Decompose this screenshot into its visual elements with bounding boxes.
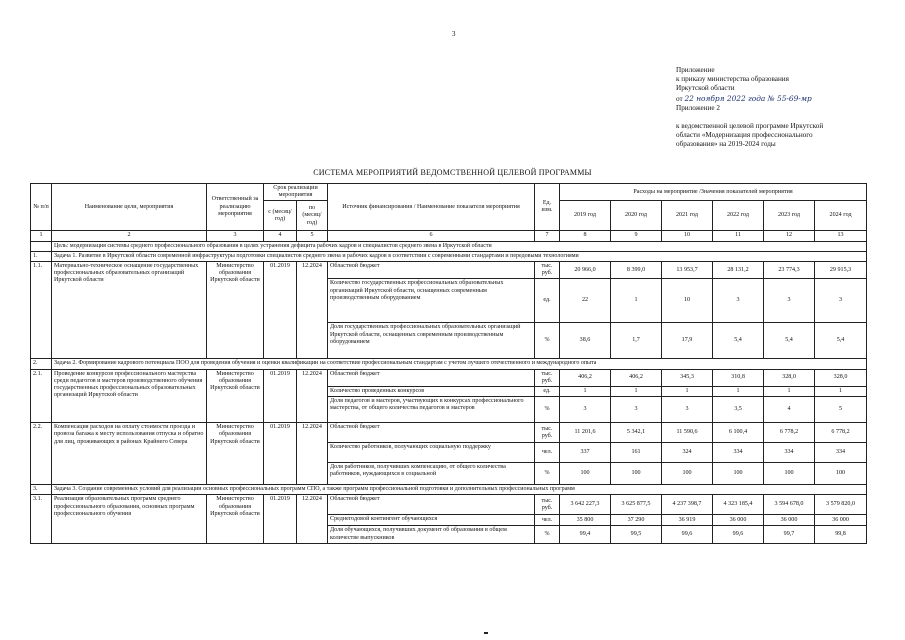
value-cell: 17,9 (662, 323, 713, 359)
value-cell: 8 399,0 (611, 262, 662, 279)
header-responsible: Ответственный за реализацию мероприятия (207, 184, 264, 231)
value-cell: 1 (560, 387, 611, 397)
task-number: 1. (31, 251, 52, 261)
indicator-unit: чел. (535, 515, 560, 526)
activity-from: 01.2019 (264, 369, 297, 423)
approval-date-prefix: от (676, 94, 683, 103)
value-cell: 3 625 877,5 (611, 495, 662, 515)
scan-mark (484, 632, 488, 634)
approval-line: Приложение (676, 66, 715, 74)
value-cell: 36 000 (713, 515, 764, 526)
indicator-label: Среднегодовой контингент обучающихся (328, 515, 535, 526)
activity-number: 2.1. (31, 369, 52, 423)
activity-number: 1.1. (31, 262, 52, 359)
value-cell: 28 131,2 (713, 262, 764, 279)
activity-from: 01.2019 (264, 262, 297, 359)
column-number: 10 (662, 231, 713, 241)
indicator-label: Доля государственных профессиональных образовательных организаций Иркутской области, оснащенных современным производственным оборудованием (328, 323, 535, 359)
value-cell: 23 774,3 (764, 262, 815, 279)
activity-name: Проведение конкурсов профессионального мастерства среди педагогов и мастеров производственного обучения государственных профессиональных образовательных организаций Иркутской области (52, 369, 207, 423)
value-cell: 1 (815, 387, 867, 397)
activity-row (31, 369, 867, 386)
value-cell: 3 (611, 397, 662, 423)
approval-block (676, 66, 886, 150)
indicator-label: Областной бюджет (328, 262, 535, 279)
indicator-unit: тыс. руб. (535, 262, 560, 279)
indicator-label: Количество работников, получающих социальную поддержку (328, 443, 535, 463)
program-table (30, 183, 867, 544)
value-cell: 100 (662, 463, 713, 485)
value-cell: 328,0 (815, 369, 867, 386)
goal-row (31, 241, 867, 251)
header-year: 2022 год (713, 201, 764, 231)
task-text: Задача 3. Создание современных условий для реализации основных профессиональных программ СПО, а также программ профессиональной подготовки и дополнительных профессиональных программ (52, 485, 867, 495)
value-cell: 100 (815, 463, 867, 485)
activity-to: 12.2024 (297, 262, 328, 359)
task-row (31, 251, 867, 261)
approval-line: к ведомственной целевой программе Иркутской (676, 122, 824, 131)
value-cell: 99,8 (815, 526, 867, 544)
value-cell: 99,6 (713, 526, 764, 544)
indicator-unit: ед. (535, 279, 560, 323)
header-num: № п/п (31, 184, 52, 231)
activity-number: 3.1. (31, 495, 52, 544)
header-source: Источник финансирования / Наименование показателя мероприятия (328, 184, 535, 231)
value-cell: 37 290 (611, 515, 662, 526)
value-cell: 406,2 (611, 369, 662, 386)
column-number: 3 (207, 231, 264, 241)
value-cell: 324 (662, 443, 713, 463)
value-cell: 5 342,1 (611, 423, 662, 443)
value-cell: 5,4 (815, 323, 867, 359)
value-cell: 99,7 (764, 526, 815, 544)
value-cell: 328,0 (764, 369, 815, 386)
value-cell: 3 (560, 397, 611, 423)
indicator-unit: % (535, 397, 560, 423)
value-cell: 100 (713, 463, 764, 485)
value-cell: 6 100,4 (713, 423, 764, 443)
page-number: 3 (452, 30, 456, 38)
activity-name: Компенсация расходов на оплату стоимости проезда и провоза багажа к месту использования отпуска и обратно для лиц, проживающих в районах Крайнего Севера (52, 423, 207, 485)
value-cell: 99,6 (662, 526, 713, 544)
header-year: 2023 год (764, 201, 815, 231)
value-cell: 6 778,2 (764, 423, 815, 443)
indicator-unit: чел. (535, 443, 560, 463)
task-text: Задача 2. Формирование кадрового потенциала ПОО для проведения обучения и оценки квалификации на соответствие профессиональным стандартам с учетом лучшего отечественного и международного опыта (52, 359, 867, 369)
value-cell: 1 (764, 387, 815, 397)
activity-name: Материально-техническое оснащение государственных профессиональных образовательных организаций Иркутской области (52, 262, 207, 359)
value-cell: 3 (662, 397, 713, 423)
indicator-label: Областной бюджет (328, 495, 535, 515)
indicator-unit: тыс. руб. (535, 495, 560, 515)
value-cell: 10 (662, 279, 713, 323)
activity-to: 12.2024 (297, 423, 328, 485)
approval-line: Иркутской области (676, 84, 735, 93)
indicator-unit: тыс. руб. (535, 369, 560, 386)
approval-line: образования» на 2019-2024 годы (676, 140, 776, 149)
activity-to: 12.2024 (297, 495, 328, 544)
header-term: Срок реализации мероприятия (264, 184, 328, 201)
header-name: Наименование цели, мероприятия (52, 184, 207, 231)
handwritten-date-number: 22 ноября 2022 года № 55-69-мр (684, 93, 812, 103)
column-number: 9 (611, 231, 662, 241)
value-cell: 20 966,0 (560, 262, 611, 279)
value-cell: 13 953,7 (662, 262, 713, 279)
activity-number: 2.2. (31, 423, 52, 485)
value-cell: 5 (815, 397, 867, 423)
value-cell: 99,5 (611, 526, 662, 544)
indicator-label: Доля обучающихся, получивших документ об образовании в общем количестве выпускников (328, 526, 535, 544)
value-cell: 3,5 (713, 397, 764, 423)
value-cell: 36 919 (662, 515, 713, 526)
header-unit: Ед. изм. (535, 184, 560, 231)
value-cell: 100 (764, 463, 815, 485)
task-row (31, 359, 867, 369)
value-cell: 6 778,2 (815, 423, 867, 443)
value-cell: 22 (560, 279, 611, 323)
header-expenses: Расходы на мероприятие /Значения показателей мероприятия (560, 184, 867, 201)
column-number: 11 (713, 231, 764, 241)
header-year: 2020 год (611, 201, 662, 231)
value-cell: 345,3 (662, 369, 713, 386)
indicator-label: Количество государственных профессиональных образовательных организаций Иркутской области, оснащенных современным производственным оборудованием (328, 279, 535, 323)
value-cell: 3 594 678,0 (764, 495, 815, 515)
activity-responsible: Министерство образования Иркутской области (207, 262, 264, 359)
value-cell: 99,4 (560, 526, 611, 544)
task-text: Задача 1. Развитие в Иркутской области современной инфраструктуры подготовки специалистов среднего звена и рабочих кадров в соответствии с современными стандартами и передовыми технологиями (52, 251, 867, 261)
activity-responsible: Министерство образования Иркутской области (207, 495, 264, 544)
value-cell: 5,4 (764, 323, 815, 359)
header-year: 2021 год (662, 201, 713, 231)
indicator-label: Областной бюджет (328, 369, 535, 386)
activity-from: 01.2019 (264, 423, 297, 485)
header-year: 2024 год (815, 201, 867, 231)
appendix-label: Приложение 2 (676, 103, 720, 112)
activity-responsible: Министерство образования Иркутской области (207, 369, 264, 423)
task-number: 2. (31, 359, 52, 369)
value-cell: 5,4 (713, 323, 764, 359)
value-cell: 3 (713, 279, 764, 323)
header-to: по (месяц/год) (297, 201, 328, 231)
value-cell: 1 (611, 387, 662, 397)
column-number: 6 (328, 231, 535, 241)
column-number: 8 (560, 231, 611, 241)
indicator-label: Доля работников, получивших компенсацию, от общего количества работников, нуждающихся в социальной (328, 463, 535, 485)
header-row (31, 184, 867, 201)
activity-row (31, 262, 867, 279)
header-from: с (месяц/год) (264, 201, 297, 231)
header-year: 2019 год (560, 201, 611, 231)
value-cell: 334 (815, 443, 867, 463)
value-cell: 35 800 (560, 515, 611, 526)
indicator-unit: % (535, 526, 560, 544)
activity-from: 01.2019 (264, 495, 297, 544)
value-cell: 3 579 820,0 (815, 495, 867, 515)
value-cell: 38,6 (560, 323, 611, 359)
value-cell: 100 (611, 463, 662, 485)
value-cell: 1,7 (611, 323, 662, 359)
indicator-unit: ед. (535, 387, 560, 397)
activity-name: Реализация образовательных программ среднего профессионального образования, основных программ профессионального обучения (52, 495, 207, 544)
value-cell: 4 237 398,7 (662, 495, 713, 515)
indicator-label: Областной бюджет (328, 423, 535, 443)
value-cell: 4 323 185,4 (713, 495, 764, 515)
column-number: 4 (264, 231, 297, 241)
value-cell: 3 642 227,3 (560, 495, 611, 515)
value-cell: 334 (764, 443, 815, 463)
value-cell: 36 000 (815, 515, 867, 526)
task-number: 3. (31, 485, 52, 495)
value-cell: 3 (815, 279, 867, 323)
value-cell: 1 (611, 279, 662, 323)
value-cell: 310,8 (713, 369, 764, 386)
value-cell: 11 590,6 (662, 423, 713, 443)
approval-line: к приказу министерства образования (676, 75, 789, 84)
value-cell: 1 (662, 387, 713, 397)
value-cell: 4 (764, 397, 815, 423)
value-cell: 36 000 (764, 515, 815, 526)
approval-date-line (676, 94, 886, 104)
value-cell: 1 (713, 387, 764, 397)
value-cell: 100 (560, 463, 611, 485)
document-title: СИСТЕМА МЕРОПРИЯТИЙ ВЕДОМСТВЕННОЙ ЦЕЛЕВОЙ ПРОГРАММЫ (313, 168, 592, 177)
approval-line: области «Модернизация профессионального (676, 131, 813, 140)
indicator-unit: тыс. руб. (535, 423, 560, 443)
column-number: 12 (764, 231, 815, 241)
value-cell: 3 (764, 279, 815, 323)
column-number: 5 (297, 231, 328, 241)
column-number: 1 (31, 231, 52, 241)
task-row (31, 485, 867, 495)
value-cell: 406,2 (560, 369, 611, 386)
column-number: 13 (815, 231, 867, 241)
column-number-row (31, 231, 867, 241)
value-cell: 161 (611, 443, 662, 463)
value-cell: 334 (713, 443, 764, 463)
column-number: 2 (52, 231, 207, 241)
indicator-unit: % (535, 323, 560, 359)
value-cell: 29 915,3 (815, 262, 867, 279)
indicator-label: Количество проведенных конкурсов (328, 387, 535, 397)
value-cell: 337 (560, 443, 611, 463)
activity-row (31, 423, 867, 443)
indicator-label: Доля педагогов и мастеров, участвующих в конкурсах профессионального мастерства, от общего количества педагогов и мастеров (328, 397, 535, 423)
activity-row (31, 495, 867, 515)
goal-text: Цель: модернизация системы среднего профессионального образования в целях устранения дефицита рабочих кадров и специалистов среднего звена в Иркутской области (52, 241, 867, 251)
activity-responsible: Министерство образования Иркутской области (207, 423, 264, 485)
column-number: 7 (535, 231, 560, 241)
activity-to: 12.2024 (297, 369, 328, 423)
value-cell: 11 201,6 (560, 423, 611, 443)
indicator-unit: % (535, 463, 560, 485)
